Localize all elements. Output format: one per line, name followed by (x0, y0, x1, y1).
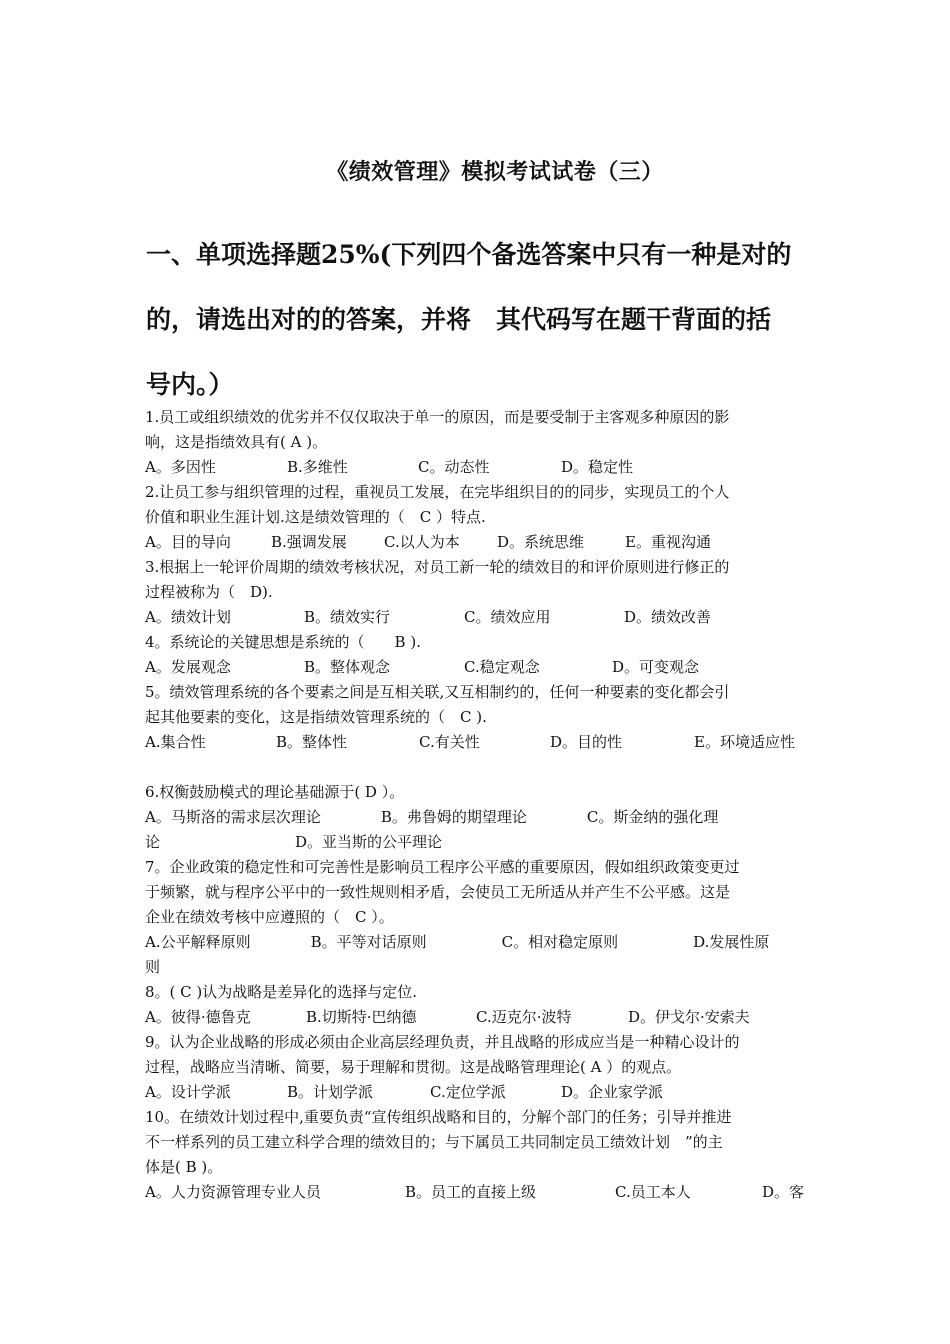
option-d: D。客 (762, 1183, 805, 1201)
option-a: A。人力资源管理专业人员 (145, 1183, 321, 1201)
option-b: B。计划学派 (287, 1083, 374, 1101)
option-row (145, 530, 810, 555)
question-stem-line: 10。在绩效计划过程中,重要负责“宣传组织战略和目的，分解个部门的任务；引导并推进 (145, 1108, 732, 1126)
section-heading-line: 的，请选出对的的答案，并将 其代码写在题干背面的括 (146, 305, 772, 334)
question-stem-line: 企业在绩效考核中应遵照的（ C ）。 (145, 908, 394, 926)
option-a: A。目的导向 (145, 533, 231, 551)
option-line: A.公平解释原则 B。平等对话原则 C。相对稳定原则 D.发展性原 (145, 933, 770, 951)
question-stem-line: 2.让员工参与组织管理的过程，重视员工发展，在完毕组织目的的同步，实现员工的个人 (145, 483, 730, 501)
document-title: 《绩效管理》模拟考试试卷（三） (326, 159, 664, 185)
question-stem-line: 过程被称为（ D). (145, 583, 273, 601)
option-b: B。绩效实行 (304, 608, 391, 626)
question-stem-line: 于频繁，就与程序公平中的一致性规则相矛盾，会使员工无所适从并产生不公平感。这是 (145, 883, 731, 901)
section-heading (146, 222, 816, 417)
option-b: B。整体性 (276, 733, 348, 751)
option-e: E。环境适应性 (694, 733, 795, 751)
option-a: A。绩效计划 (145, 608, 231, 626)
option-c: C.以人为本 (384, 533, 460, 551)
option-d: D。绩效改善 (624, 608, 712, 626)
question-stem-line: 不一样系列的员工建立科学合理的绩效目的；与下属员工共同制定员工绩效计划 ”的主 (145, 1133, 723, 1151)
option-row (145, 1180, 810, 1205)
question-8 (145, 980, 810, 1030)
option-row (145, 655, 810, 680)
question-4 (145, 630, 810, 680)
option-row (145, 605, 810, 630)
option-a: A。发展观念 (145, 658, 231, 676)
option-b: B。整体观念 (304, 658, 391, 676)
question-9 (145, 1030, 810, 1105)
section-heading-line: 一、单项选择题25%(下列四个备选答案中只有一种是对的 (146, 240, 792, 269)
question-stem-line: 过程，战略应当清晰、简要，易于理解和贯彻。这是战略管理理论( A ）的观点。 (145, 1058, 682, 1076)
option-d: D。伊戈尔·安索夫 (628, 1008, 750, 1026)
option-e: E。重视沟通 (625, 533, 711, 551)
option-b: B。员工的直接上级 (405, 1183, 537, 1201)
option-a: A。多因性 (145, 458, 216, 476)
question-5 (145, 680, 810, 755)
question-stem-line: 9。认为企业战略的形成必须由企业高层经理负责，并且战略的形成应当是一种精心设计的 (145, 1033, 740, 1051)
option-row (145, 1080, 810, 1105)
question-3 (145, 555, 810, 630)
question-stem-line: 体是( B )。 (145, 1158, 223, 1176)
question-list (145, 405, 810, 1205)
option-c: C.迈克尔·波特 (476, 1008, 572, 1026)
section-heading-line: 号内。） (146, 370, 234, 399)
option-c: C.稳定观念 (464, 658, 540, 676)
option-d: D。企业家学派 (561, 1083, 664, 1101)
question-stem-line: 起其他要素的变化，这是指绩效管理系统的（ C ). (145, 708, 487, 726)
option-row (145, 1005, 810, 1030)
question-stem-line: 7。企业政策的稳定性和可完善性是影响员工程序公平感的重要原因，假如组织政策变更过 (145, 858, 740, 876)
question-stem-line: 4。系统论的关键思想是系统的（ B ). (145, 633, 421, 651)
option-b: B.强调发展 (271, 533, 347, 551)
question-stem-line: 5。绩效管理系统的各个要素之间是互相关联,又互相制约的，任何一种要素的变化都会引 (145, 683, 730, 701)
option-line: 论 D。亚当斯的公平理论 (145, 833, 443, 851)
option-c: C.有关性 (419, 733, 480, 751)
option-c: C.员工本人 (615, 1183, 691, 1201)
question-7 (145, 855, 810, 980)
question-stem-line: 6.权衡鼓励模式的理论基础源于( D ）。 (145, 783, 405, 801)
question-6 (145, 780, 810, 855)
question-stem-line: 3.根据上一轮评价周期的绩效考核状况，对员工新一轮的绩效目的和评价原则进行修正的 (145, 558, 730, 576)
option-row (145, 730, 810, 755)
option-a: A。设计学派 (145, 1083, 231, 1101)
option-row (145, 455, 810, 480)
question-stem-line: 1.员工或组织绩效的优劣并不仅仅取决于单一的原因，而是要受制于主客观多种原因的影 (145, 408, 730, 426)
option-d: D。目的性 (550, 733, 623, 751)
option-b: B.切斯特·巴纳德 (306, 1008, 417, 1026)
question-2 (145, 480, 810, 555)
option-line: A。马斯洛的需求层次理论 B。弗鲁姆的期望理论 C。斯金纳的强化理 (145, 808, 719, 826)
option-line: 则 (145, 958, 161, 976)
option-a: A。彼得·德鲁克 (145, 1008, 251, 1026)
question-1 (145, 405, 810, 480)
option-d: D。稳定性 (561, 458, 634, 476)
blank-line (145, 755, 810, 780)
option-c: C。动态性 (418, 458, 490, 476)
option-a: A.集合性 (145, 733, 206, 751)
option-c: C.定位学派 (430, 1083, 506, 1101)
option-b: B.多维性 (287, 458, 348, 476)
question-10 (145, 1105, 810, 1205)
option-d: D。可变观念 (612, 658, 700, 676)
question-stem-line: 价值和职业生涯计划.这是绩效管理的（ C ）特点. (145, 508, 486, 526)
option-c: C。绩效应用 (464, 608, 551, 626)
option-d: D。系统思维 (497, 533, 585, 551)
question-stem-line: 8。( C )认为战略是差异化的选择与定位. (145, 983, 418, 1001)
question-stem-line: 响，这是指绩效具有( A )。 (145, 433, 328, 451)
